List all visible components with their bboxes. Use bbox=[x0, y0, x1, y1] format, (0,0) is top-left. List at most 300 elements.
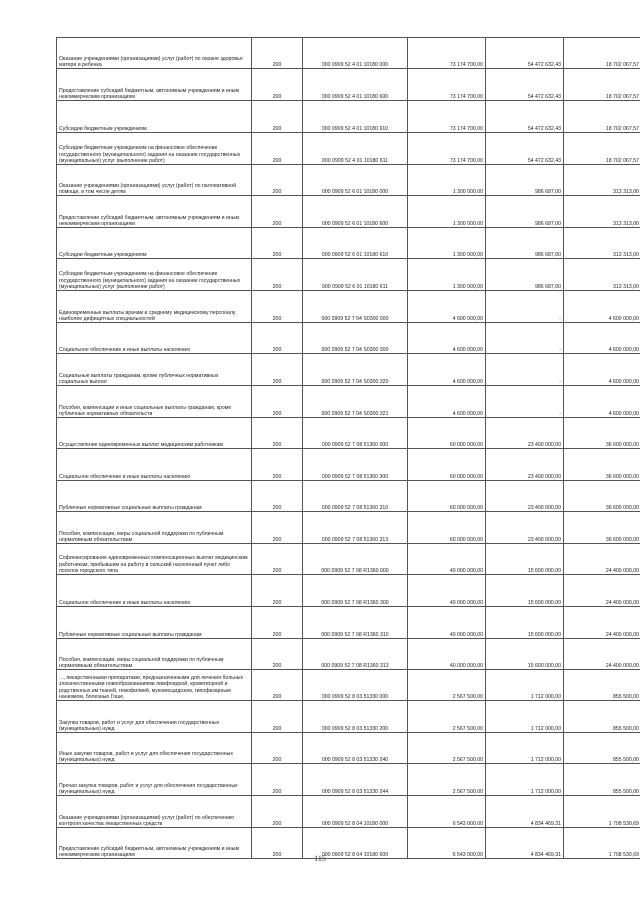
line-code-cell bbox=[252, 764, 303, 796]
table-row bbox=[57, 69, 640, 101]
line-code-cell-text: 200 bbox=[272, 725, 282, 732]
expense-name-cell-text: Субсидии бюджетным учреждениям bbox=[59, 251, 147, 258]
expense-name-cell bbox=[57, 165, 252, 196]
expense-name-cell-text: Социальные выплаты гражданам, кроме публичных нормативных социальных выплат bbox=[59, 372, 219, 385]
executed-amount-cell bbox=[486, 670, 564, 701]
line-code-cell-text: 200 bbox=[272, 662, 282, 669]
classification-code-cell bbox=[303, 481, 408, 512]
line-code-cell-text: 200 bbox=[272, 820, 282, 827]
executed-amount-cell bbox=[486, 354, 564, 386]
executed-amount-cell bbox=[486, 196, 564, 228]
classification-code-cell-text: 000 0909 52 4 01 10180 610 bbox=[321, 125, 389, 132]
line-code-cell bbox=[252, 481, 303, 512]
approved-amount-cell bbox=[408, 418, 486, 449]
approved-amount-cell-text: 40 000 000,00 bbox=[449, 599, 483, 606]
remaining-amount-cell bbox=[564, 418, 640, 449]
line-code-cell-text: 200 bbox=[272, 599, 282, 606]
classification-code-cell bbox=[303, 544, 408, 575]
classification-code-cell-text: 000 0909 52 4 01 10180 611 bbox=[322, 157, 388, 164]
expense-name-cell-text: Прочая закупка товаров, работ и услуг для обеспечения государственных (муниципальных) нужд bbox=[59, 782, 238, 795]
line-code-cell bbox=[252, 196, 303, 228]
table-row bbox=[57, 607, 640, 639]
line-code-cell bbox=[252, 228, 303, 259]
table-row bbox=[57, 101, 640, 133]
expense-name-cell bbox=[57, 323, 252, 354]
line-code-cell bbox=[252, 323, 303, 354]
line-code-cell bbox=[252, 69, 303, 101]
table-row bbox=[57, 354, 640, 386]
remaining-amount-cell-text: 313 313,00 bbox=[613, 283, 639, 290]
remaining-amount-cell bbox=[564, 670, 640, 701]
remaining-amount-cell-text: 36 600 000,00 bbox=[605, 504, 639, 511]
classification-code-cell bbox=[303, 133, 408, 165]
expense-name-cell bbox=[57, 733, 252, 764]
remaining-amount-cell bbox=[564, 386, 640, 418]
line-code-cell bbox=[252, 639, 303, 670]
expense-name-cell-text: Иные закупки товаров, работ и услуг для обеспечения государственных (муниципальных) нужд bbox=[59, 750, 233, 763]
expense-name-cell-text: Софинансирование единовременных компенсационных выплат медицинским работникам, прибывшим на работу в сельский населенный пункт либо поселок городского типа bbox=[59, 555, 248, 574]
executed-amount-cell-text: 15 600 000,00 bbox=[527, 567, 561, 574]
table-row bbox=[57, 418, 640, 449]
classification-code-cell bbox=[303, 38, 408, 69]
remaining-amount-cell bbox=[564, 323, 640, 354]
expense-name-cell-text: Оказание учреждениями (организациями) услуг (работ) по паллиативной помощи, в том числе детям bbox=[59, 182, 237, 195]
remaining-amount-cell bbox=[564, 733, 640, 764]
line-code-cell bbox=[252, 607, 303, 639]
executed-amount-cell bbox=[486, 764, 564, 796]
line-code-cell-text: 200 bbox=[272, 283, 282, 290]
line-code-cell-text: 200 bbox=[272, 473, 282, 480]
approved-amount-cell-text: 73 174 700,00 bbox=[449, 157, 483, 164]
approved-amount-cell bbox=[408, 733, 486, 764]
remaining-amount-cell bbox=[564, 639, 640, 670]
approved-amount-cell bbox=[408, 449, 486, 481]
approved-amount-cell bbox=[408, 512, 486, 544]
remaining-amount-cell-text: 855 500,00 bbox=[613, 756, 639, 763]
table-row bbox=[57, 196, 640, 228]
expense-name-cell bbox=[57, 575, 252, 607]
approved-amount-cell-text: 60 000 000,00 bbox=[449, 504, 483, 511]
remaining-amount-cell bbox=[564, 764, 640, 796]
remaining-amount-cell-text: 18 702 067,57 bbox=[605, 157, 639, 164]
approved-amount-cell-text: 60 000 000,00 bbox=[449, 473, 483, 480]
executed-amount-cell-text: - bbox=[559, 346, 561, 353]
line-code-cell-text: 200 bbox=[272, 788, 282, 795]
executed-amount-cell bbox=[486, 639, 564, 670]
executed-amount-cell-text: 15 600 000,00 bbox=[527, 662, 561, 669]
remaining-amount-cell-text: 36 600 000,00 bbox=[605, 441, 639, 448]
executed-amount-cell-text: 23 400 000,00 bbox=[527, 473, 561, 480]
executed-amount-cell-text: 15 600 000,00 bbox=[527, 631, 561, 638]
expense-name-cell-text: Предоставление субсидий бюджетным, автономным учреждениям и иным некоммерческим организациям bbox=[59, 845, 240, 858]
expense-name-cell-text: Пособия, компенсации и иные социальные выплаты гражданам, кроме публичных нормативных обязательств bbox=[59, 404, 232, 417]
classification-code-cell-text: 000 0909 52 4 01 10180 000 bbox=[321, 61, 389, 68]
remaining-amount-cell-text: 24 400 000,00 bbox=[605, 567, 639, 574]
executed-amount-cell bbox=[486, 449, 564, 481]
executed-amount-cell-text: 986 687,00 bbox=[535, 220, 561, 227]
table-row bbox=[57, 323, 640, 354]
classification-code-cell bbox=[303, 449, 408, 481]
classification-code-cell-text: 000 0909 52 7 04 S0300 300 bbox=[321, 346, 389, 353]
approved-amount-cell-text: 73 174 700,00 bbox=[449, 93, 483, 100]
executed-amount-cell bbox=[486, 38, 564, 69]
remaining-amount-cell bbox=[564, 701, 640, 733]
executed-amount-cell bbox=[486, 575, 564, 607]
remaining-amount-cell bbox=[564, 481, 640, 512]
executed-amount-cell bbox=[486, 165, 564, 196]
remaining-amount-cell-text: 24 400 000,00 bbox=[605, 631, 639, 638]
line-code-cell-text: 200 bbox=[272, 125, 282, 132]
classification-code-cell bbox=[303, 418, 408, 449]
approved-amount-cell-text: 40 000 000,00 bbox=[449, 662, 483, 669]
expense-name-cell bbox=[57, 291, 252, 323]
line-code-cell bbox=[252, 165, 303, 196]
approved-amount-cell bbox=[408, 165, 486, 196]
approved-amount-cell-text: 1 300 000,00 bbox=[452, 251, 483, 258]
expense-name-cell-text: Субсидии бюджетным учреждениям bbox=[59, 125, 147, 132]
approved-amount-cell bbox=[408, 69, 486, 101]
classification-code-cell-text: 000 0909 52 8 03 51330 200 bbox=[321, 725, 389, 732]
expense-name-cell bbox=[57, 670, 252, 701]
executed-amount-cell bbox=[486, 512, 564, 544]
classification-code-cell bbox=[303, 291, 408, 323]
expense-name-cell-text: Закупка товаров, работ и услуг для обеспечения государственных (муниципальных) нужд bbox=[59, 719, 220, 732]
line-code-cell-text: 200 bbox=[272, 567, 282, 574]
line-code-cell-text: 200 bbox=[272, 251, 282, 258]
line-code-cell bbox=[252, 796, 303, 828]
executed-amount-cell bbox=[486, 69, 564, 101]
executed-amount-cell bbox=[486, 259, 564, 291]
approved-amount-cell-text: 2 567 500,00 bbox=[452, 693, 483, 700]
approved-amount-cell-text: 4 600 000,00 bbox=[452, 346, 483, 353]
remaining-amount-cell bbox=[564, 544, 640, 575]
classification-code-cell-text: 000 0909 52 8 03 51330 000 bbox=[321, 693, 389, 700]
executed-amount-cell bbox=[486, 796, 564, 828]
approved-amount-cell bbox=[408, 386, 486, 418]
line-code-cell bbox=[252, 449, 303, 481]
classification-code-cell bbox=[303, 764, 408, 796]
classification-code-cell-text: 000 0909 52 6 01 10180 610 bbox=[321, 251, 389, 258]
classification-code-cell bbox=[303, 512, 408, 544]
approved-amount-cell bbox=[408, 639, 486, 670]
expense-name-cell bbox=[57, 133, 252, 165]
remaining-amount-cell-text: 36 600 000,00 bbox=[605, 473, 639, 480]
expense-name-cell bbox=[57, 607, 252, 639]
line-code-cell-text: 200 bbox=[272, 410, 282, 417]
executed-amount-cell-text: 1 712 000,00 bbox=[530, 756, 561, 763]
expense-name-cell bbox=[57, 418, 252, 449]
classification-code-cell bbox=[303, 259, 408, 291]
line-code-cell-text: 200 bbox=[272, 346, 282, 353]
expense-name-cell bbox=[57, 449, 252, 481]
remaining-amount-cell-text: 4 600 000,00 bbox=[608, 315, 639, 322]
executed-amount-cell-text: - bbox=[559, 410, 561, 417]
expense-name-cell-text: Предоставление субсидий бюджетным, автономным учреждениям и иным некоммерческим организациям bbox=[59, 87, 240, 100]
expense-name-cell-text: Предоставление субсидий бюджетным, автономным учреждениям и иным некоммерческим организациям bbox=[59, 214, 240, 227]
expense-name-cell-text: ..., лекарственными препаратами, предназначенными для лечения больных злокачественными новообразованиями лимфоидной, кроветворной и родственных им тканей, гемофилией, муковисцидозом, гипофизарным нанизмом, болезнью Гоше, bbox=[59, 675, 244, 700]
expense-name-cell bbox=[57, 69, 252, 101]
executed-amount-cell bbox=[486, 228, 564, 259]
table-row bbox=[57, 701, 640, 733]
approved-amount-cell-text: 2 567 500,00 bbox=[452, 788, 483, 795]
line-code-cell bbox=[252, 38, 303, 69]
expense-name-cell-text: Социальное обеспечение и иные выплаты населению bbox=[59, 346, 191, 353]
line-code-cell-text: 200 bbox=[272, 157, 282, 164]
remaining-amount-cell-text: 4 600 000,00 bbox=[608, 346, 639, 353]
line-code-cell bbox=[252, 701, 303, 733]
executed-amount-cell-text: 23 400 000,00 bbox=[527, 441, 561, 448]
classification-code-cell-text: 000 0909 52 8 04 10180 000 bbox=[321, 820, 389, 827]
remaining-amount-cell-text: 855 500,00 bbox=[613, 693, 639, 700]
line-code-cell-text: 200 bbox=[272, 631, 282, 638]
executed-amount-cell-text: 23 400 000,00 bbox=[527, 536, 561, 543]
executed-amount-cell bbox=[486, 101, 564, 133]
line-code-cell-text: 200 bbox=[272, 756, 282, 763]
classification-code-cell-text: 000 0909 52 7 08 51360 300 bbox=[321, 473, 389, 480]
line-code-cell-text: 200 bbox=[272, 536, 282, 543]
approved-amount-cell-text: 4 600 000,00 bbox=[452, 378, 483, 385]
executed-amount-cell-text: 1 712 000,00 bbox=[530, 693, 561, 700]
executed-amount-cell-text: 54 472 632,43 bbox=[527, 125, 561, 132]
remaining-amount-cell-text: 36 600 000,00 bbox=[605, 536, 639, 543]
line-code-cell bbox=[252, 670, 303, 701]
expense-name-cell-text: Социальное обеспечение и иные выплаты населению bbox=[59, 473, 191, 480]
line-code-cell-text: 200 bbox=[272, 504, 282, 511]
approved-amount-cell bbox=[408, 101, 486, 133]
approved-amount-cell-text: 6 543 000,00 bbox=[452, 851, 483, 858]
line-code-cell-text: 200 bbox=[272, 188, 282, 195]
executed-amount-cell-text: - bbox=[559, 315, 561, 322]
approved-amount-cell-text: 73 174 700,00 bbox=[449, 61, 483, 68]
approved-amount-cell bbox=[408, 323, 486, 354]
classification-code-cell bbox=[303, 733, 408, 764]
expense-name-cell-text: Пособия, компенсации, меры социальной поддержки по публичным нормативным обязательствам bbox=[59, 530, 224, 543]
classification-code-cell bbox=[303, 701, 408, 733]
executed-amount-cell-text: 4 834 469,31 bbox=[530, 851, 561, 858]
approved-amount-cell bbox=[408, 228, 486, 259]
remaining-amount-cell-text: 4 600 000,00 bbox=[608, 378, 639, 385]
classification-code-cell-text: 000 0909 52 8 04 10180 600 bbox=[321, 851, 389, 858]
line-code-cell bbox=[252, 101, 303, 133]
table-row bbox=[57, 228, 640, 259]
remaining-amount-cell-text: 313 313,00 bbox=[613, 251, 639, 258]
table-row bbox=[57, 386, 640, 418]
remaining-amount-cell-text: 24 400 000,00 bbox=[605, 599, 639, 606]
approved-amount-cell bbox=[408, 701, 486, 733]
remaining-amount-cell-text: 18 702 067,57 bbox=[605, 61, 639, 68]
classification-code-cell bbox=[303, 607, 408, 639]
approved-amount-cell bbox=[408, 670, 486, 701]
line-code-cell bbox=[252, 133, 303, 165]
approved-amount-cell-text: 73 174 700,00 bbox=[449, 125, 483, 132]
approved-amount-cell bbox=[408, 481, 486, 512]
classification-code-cell bbox=[303, 101, 408, 133]
executed-amount-cell-text: 986 687,00 bbox=[535, 283, 561, 290]
approved-amount-cell bbox=[408, 354, 486, 386]
table-row bbox=[57, 544, 640, 575]
remaining-amount-cell bbox=[564, 354, 640, 386]
classification-code-cell bbox=[303, 228, 408, 259]
executed-amount-cell bbox=[486, 733, 564, 764]
remaining-amount-cell-text: 1 708 530,69 bbox=[608, 820, 639, 827]
classification-code-cell-text: 000 0909 52 7 08 R1360 300 bbox=[321, 599, 389, 606]
executed-amount-cell-text: 986 687,00 bbox=[535, 188, 561, 195]
classification-code-cell-text: 000 0909 52 7 08 51360 310 bbox=[321, 504, 389, 511]
classification-code-cell-text: 000 0909 52 8 03 51330 244 bbox=[321, 788, 389, 795]
classification-code-cell bbox=[303, 796, 408, 828]
table-row bbox=[57, 165, 640, 196]
classification-code-cell bbox=[303, 196, 408, 228]
executed-amount-cell bbox=[486, 607, 564, 639]
approved-amount-cell bbox=[408, 764, 486, 796]
expense-name-cell bbox=[57, 796, 252, 828]
expense-name-cell bbox=[57, 701, 252, 733]
classification-code-cell-text: 000 0909 52 7 04 S0300 000 bbox=[321, 315, 389, 322]
approved-amount-cell bbox=[408, 38, 486, 69]
approved-amount-cell-text: 60 000 000,00 bbox=[449, 536, 483, 543]
line-code-cell bbox=[252, 291, 303, 323]
classification-code-cell bbox=[303, 639, 408, 670]
line-code-cell-text: 200 bbox=[272, 93, 282, 100]
remaining-amount-cell bbox=[564, 796, 640, 828]
expense-name-cell-text: Единовременные выплаты врачам и среднему медицинскому персоналу наиболее дефицитных специальностей bbox=[59, 309, 236, 322]
table-row bbox=[57, 449, 640, 481]
expense-name-cell-text: Социальное обеспечение и иные выплаты населению bbox=[59, 599, 191, 606]
executed-amount-cell-text: 23 400 000,00 bbox=[527, 504, 561, 511]
expense-name-cell bbox=[57, 764, 252, 796]
executed-amount-cell-text: 1 712 000,00 bbox=[530, 725, 561, 732]
executed-amount-cell bbox=[486, 544, 564, 575]
line-code-cell-text: 200 bbox=[272, 693, 282, 700]
remaining-amount-cell bbox=[564, 259, 640, 291]
expense-name-cell bbox=[57, 228, 252, 259]
table-row bbox=[57, 733, 640, 764]
line-code-cell bbox=[252, 544, 303, 575]
line-code-cell bbox=[252, 575, 303, 607]
remaining-amount-cell bbox=[564, 228, 640, 259]
table-row bbox=[57, 512, 640, 544]
expense-name-cell bbox=[57, 196, 252, 228]
remaining-amount-cell-text: 24 400 000,00 bbox=[605, 662, 639, 669]
executed-amount-cell-text: 15 600 000,00 bbox=[527, 599, 561, 606]
approved-amount-cell bbox=[408, 575, 486, 607]
expense-name-cell bbox=[57, 512, 252, 544]
remaining-amount-cell-text: 855 500,00 bbox=[613, 725, 639, 732]
remaining-amount-cell bbox=[564, 101, 640, 133]
table-row bbox=[57, 259, 640, 291]
approved-amount-cell bbox=[408, 796, 486, 828]
line-code-cell bbox=[252, 386, 303, 418]
remaining-amount-cell bbox=[564, 165, 640, 196]
expense-name-cell-text: Субсидии бюджетным учреждениям на финансовое обеспечение государственного (муниципального) задания на оказание государственных (муниципальных) услуг (выполнение работ) bbox=[59, 271, 241, 290]
approved-amount-cell bbox=[408, 291, 486, 323]
approved-amount-cell-text: 60 000 000,00 bbox=[449, 441, 483, 448]
table-row bbox=[57, 764, 640, 796]
remaining-amount-cell bbox=[564, 38, 640, 69]
expense-name-cell-text: Публичные нормативные социальные выплаты гражданам bbox=[59, 631, 202, 638]
line-code-cell bbox=[252, 512, 303, 544]
classification-code-cell bbox=[303, 575, 408, 607]
page-number: 115 bbox=[314, 854, 326, 863]
classification-code-cell-text: 000 0909 52 6 01 10180 000 bbox=[321, 188, 389, 195]
executed-amount-cell bbox=[486, 418, 564, 449]
remaining-amount-cell bbox=[564, 69, 640, 101]
classification-code-cell bbox=[303, 165, 408, 196]
executed-amount-cell bbox=[486, 133, 564, 165]
classification-code-cell-text: 000 0909 52 6 01 10180 600 bbox=[321, 220, 389, 227]
expense-name-cell bbox=[57, 38, 252, 69]
line-code-cell-text: 200 bbox=[272, 441, 282, 448]
classification-code-cell-text: 000 0909 52 7 08 51360 000 bbox=[321, 441, 389, 448]
classification-code-cell-text: 000 0909 52 8 03 51330 240 bbox=[321, 756, 389, 763]
approved-amount-cell bbox=[408, 607, 486, 639]
approved-amount-cell-text: 1 300 000,00 bbox=[452, 283, 483, 290]
approved-amount-cell-text: 1 300 000,00 bbox=[452, 220, 483, 227]
table-row bbox=[57, 291, 640, 323]
table-row bbox=[57, 38, 640, 69]
table-row bbox=[57, 796, 640, 828]
classification-code-cell bbox=[303, 386, 408, 418]
executed-amount-cell-text: 54 472 632,43 bbox=[527, 93, 561, 100]
executed-amount-cell-text: 1 712 000,00 bbox=[530, 788, 561, 795]
remaining-amount-cell-text: 18 702 067,57 bbox=[605, 125, 639, 132]
executed-amount-cell bbox=[486, 323, 564, 354]
executed-amount-cell-text: - bbox=[559, 378, 561, 385]
line-code-cell-text: 200 bbox=[272, 61, 282, 68]
table-row bbox=[57, 639, 640, 670]
approved-amount-cell-text: 6 543 000,00 bbox=[452, 820, 483, 827]
approved-amount-cell bbox=[408, 196, 486, 228]
remaining-amount-cell bbox=[564, 449, 640, 481]
line-code-cell-text: 200 bbox=[272, 378, 282, 385]
remaining-amount-cell bbox=[564, 607, 640, 639]
expense-name-cell bbox=[57, 481, 252, 512]
expense-name-cell bbox=[57, 259, 252, 291]
classification-code-cell-text: 000 0909 52 6 01 10180 611 bbox=[322, 283, 388, 290]
classification-code-cell bbox=[303, 323, 408, 354]
expense-name-cell-text: Оказание учреждениями (организациями) услуг (работ) по охране здоровья матери и ребенка bbox=[59, 55, 243, 68]
expense-name-cell-text: Пособия, компенсации, меры социальной поддержки по публичным нормативным обязательствам bbox=[59, 656, 224, 669]
approved-amount-cell-text: 4 600 000,00 bbox=[452, 410, 483, 417]
expense-name-cell-text: Оказание учреждениями (организациями) услуг (работ) по обеспечению контроля качества лекарственных средств bbox=[59, 814, 235, 827]
expense-name-cell bbox=[57, 544, 252, 575]
expense-name-cell bbox=[57, 101, 252, 133]
expense-name-cell bbox=[57, 639, 252, 670]
table-row bbox=[57, 575, 640, 607]
executed-amount-cell-text: 54 472 632,43 bbox=[527, 61, 561, 68]
expense-name-cell-text: Осуществление единовременных выплат медицинским работникам bbox=[59, 441, 223, 448]
remaining-amount-cell bbox=[564, 196, 640, 228]
approved-amount-cell bbox=[408, 544, 486, 575]
remaining-amount-cell-text: 4 600 000,00 bbox=[608, 410, 639, 417]
classification-code-cell bbox=[303, 69, 408, 101]
remaining-amount-cell bbox=[564, 512, 640, 544]
remaining-amount-cell-text: 855 500,00 bbox=[613, 788, 639, 795]
executed-amount-cell bbox=[486, 386, 564, 418]
remaining-amount-cell bbox=[564, 133, 640, 165]
line-code-cell-text: 200 bbox=[272, 851, 282, 858]
approved-amount-cell-text: 4 600 000,00 bbox=[452, 315, 483, 322]
line-code-cell-text: 200 bbox=[272, 220, 282, 227]
classification-code-cell bbox=[303, 354, 408, 386]
expense-name-cell bbox=[57, 386, 252, 418]
budget-execution-table bbox=[56, 37, 640, 859]
expense-name-cell-text: Субсидии бюджетным учреждениям на финансовое обеспечение государственного (муниципального) задания на оказание государственных (муниципальных) услуг (выполнение работ) bbox=[59, 145, 241, 164]
executed-amount-cell bbox=[486, 701, 564, 733]
classification-code-cell-text: 000 0909 52 7 08 R1360 313 bbox=[321, 662, 389, 669]
remaining-amount-cell-text: 313 313,00 bbox=[613, 220, 639, 227]
classification-code-cell bbox=[303, 670, 408, 701]
